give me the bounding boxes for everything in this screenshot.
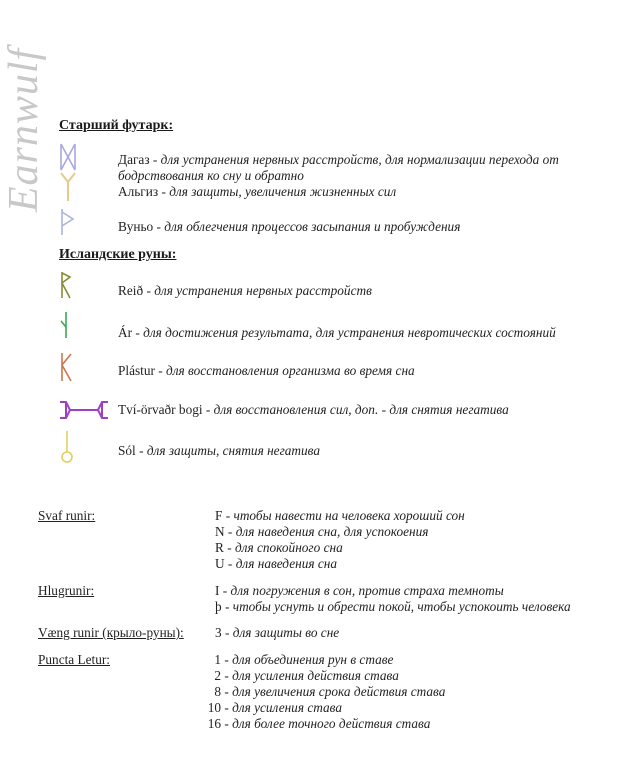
group-item: 16 - для более точного действия става bbox=[207, 716, 431, 731]
group-item: 10 - для усиления става bbox=[207, 700, 342, 715]
group-item: þ - чтобы уснуть и обрести покой, чтобы успокоить человека bbox=[215, 599, 571, 614]
entry-description: для защиты, снятия негатива bbox=[146, 443, 320, 458]
entry-name: Tví-örvaðr bogi bbox=[118, 402, 203, 417]
group-item: 8 - для увеличения срока действия става bbox=[214, 684, 446, 699]
group-item: 1 - для объединения рун в ставе bbox=[214, 652, 394, 667]
entry-description: для устранения нервных расстройств, для нормализации перехода от бодрствования ко сну и обратно bbox=[118, 152, 559, 183]
entry-reid: Reið - для устранения нервных расстройств bbox=[118, 283, 372, 298]
plastur-rune-icon bbox=[58, 352, 74, 382]
watermark-text: Earnwulf bbox=[1, 47, 47, 213]
entry-name: Дагаз bbox=[118, 152, 150, 167]
entry-description: для защиты, увеличения жизненных сил bbox=[169, 184, 397, 199]
group-item: R - для спокойного сна bbox=[215, 540, 343, 555]
group-label-puncta-letur: Puncta Letur: bbox=[38, 652, 111, 667]
group-item: 2 - для усиления действия става bbox=[214, 668, 399, 683]
algiz-rune-icon bbox=[58, 172, 78, 202]
entry-dagaz: Дагаз - для устранения нервных расстройств, для нормализации перехода от бодрствования ко сну и обратно bbox=[118, 152, 559, 183]
section-title-elder-futhark: Старший футарк: bbox=[59, 118, 174, 133]
reid-rune-icon bbox=[58, 271, 74, 299]
tvi-orvadr-bogi-rune-icon bbox=[58, 400, 110, 420]
dagaz-rune-icon bbox=[58, 143, 78, 171]
group-item: I - для погружения в сон, против страха темноты bbox=[215, 583, 504, 598]
entry-description: для восстановления сил, доп. - для снятия негатива bbox=[213, 402, 509, 417]
group-item: 3 - для защиты во сне bbox=[215, 625, 340, 640]
entry-name: Ár bbox=[118, 325, 133, 340]
entry-description: для восстановления организма во время сна bbox=[166, 363, 415, 378]
entry-algiz: Альгиз - для защиты, увеличения жизненных сил bbox=[118, 184, 397, 199]
entry-sol: Sól - для защиты, снятия негатива bbox=[118, 443, 320, 458]
entry-description: для устранения нервных расстройств bbox=[154, 283, 372, 298]
ar-rune-icon bbox=[58, 311, 74, 339]
group-item: F - чтобы навести на человека хороший сон bbox=[215, 508, 465, 523]
entry-ar: Ár - для достижения результата, для устранения невротических состояний bbox=[118, 325, 556, 340]
entry-name: Sól bbox=[118, 443, 136, 458]
wunjo-rune-icon bbox=[58, 208, 78, 236]
entry-wunjo: Вуньо - для облегчения процессов засыпания и пробуждения bbox=[118, 219, 461, 234]
entry-plastur: Plástur - для восстановления организма во время сна bbox=[118, 363, 415, 378]
entry-tvi-orvadr-bogi: Tví-örvaðr bogi - для восстановления сил, доп. - для снятия негатива bbox=[118, 402, 509, 417]
entry-name: Альгиз bbox=[118, 184, 159, 199]
entry-name: Вуньо bbox=[118, 219, 154, 234]
group-item: N - для наведения сна, для успокоения bbox=[215, 524, 429, 539]
group-label-svaf-runir: Svaf runir: bbox=[38, 508, 96, 523]
entry-name: Plástur bbox=[118, 363, 155, 378]
entry-description: для облегчения процессов засыпания и пробуждения bbox=[164, 219, 461, 234]
sol-rune-icon bbox=[58, 430, 76, 464]
group-label-hlugrunir: Hlugrunir: bbox=[38, 583, 95, 598]
group-label-vaeng-runir: Væng runir (крыло-руны): bbox=[38, 625, 184, 640]
group-item: U - для наведения сна bbox=[215, 556, 337, 571]
section-title-icelandic-runes: Исландские руны: bbox=[59, 247, 177, 262]
entry-name: Reið bbox=[118, 283, 144, 298]
entry-description: для достижения результата, для устранения невротических состояний bbox=[143, 325, 556, 340]
watermark-logo bbox=[2, 30, 46, 230]
